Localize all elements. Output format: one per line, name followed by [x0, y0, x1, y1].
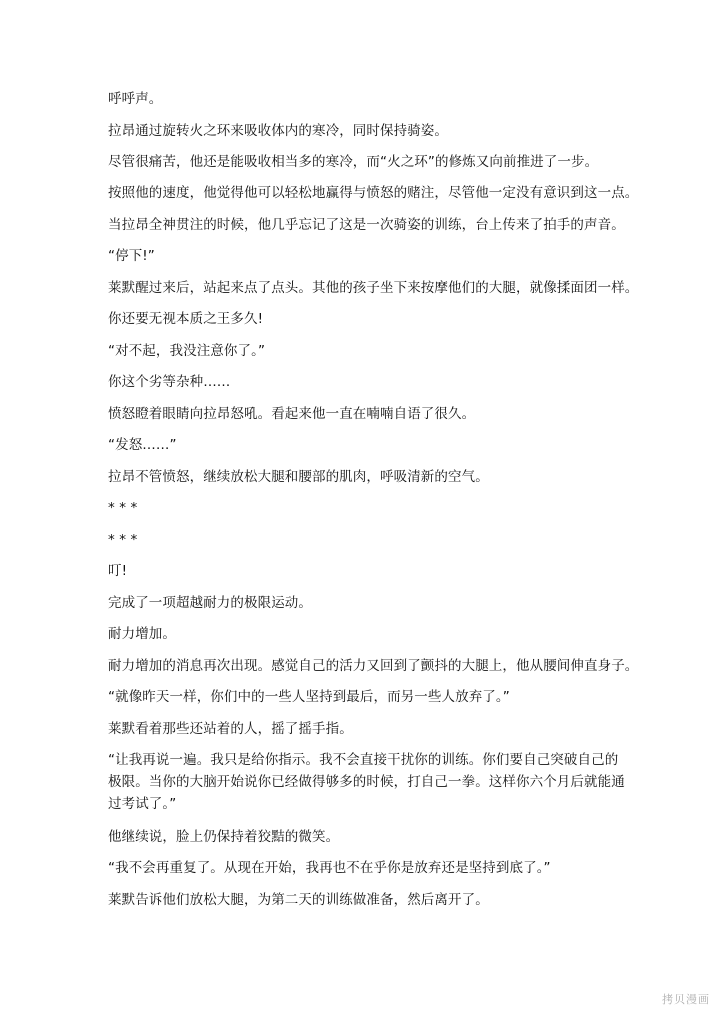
paragraph: “我不会再重复了。从现在开始，我再也不在乎你是放弃还是坚持到底了。”: [108, 860, 551, 876]
paragraph: 当拉昂全神贯注的时候，他几乎忘记了这是一次骑姿的训练，台上传来了拍手的声音。: [108, 217, 625, 233]
paragraph: 呼呼声。: [108, 91, 163, 107]
paragraph: “发怒……”: [108, 437, 177, 453]
paragraph: 他继续说，脸上仍保持着狡黠的微笑。: [108, 829, 340, 845]
paragraph: 拉昂通过旋转火之环来吸收体内的寒冷，同时保持骑姿。: [108, 123, 448, 139]
watermark: 拷贝漫画: [662, 993, 710, 1006]
paragraph: 尽管很痛苦，他还是能吸收相当多的寒冷，而“火之环”的修炼又向前推进了一步。: [108, 154, 599, 170]
paragraph: 愤怒瞪着眼睛向拉昂怒吼。看起来他一直在喃喃自语了很久。: [108, 406, 476, 422]
paragraph: 按照他的速度，他觉得他可以轻松地赢得与愤怒的赌注，尽管他一定没有意识到这一点。: [108, 185, 639, 201]
paragraph: 耐力增加。: [108, 626, 176, 642]
paragraph: “就像昨天一样，你们中的一些人坚持到最后，而另一些人放弃了。”: [108, 689, 510, 705]
paragraph: 你还要无视本质之王多久!: [108, 311, 264, 327]
paragraph: 拉昂不管愤怒，继续放松大腿和腰部的肌肉，呼吸清新的空气。: [108, 469, 489, 485]
paragraph: “让我再说一遍。我只是给你指示。我不会直接干扰你的训练。你们要自己突破自己的极限。当你的大脑开始说你已经做得够多的时候，打自己一拳。这样你六个月后就能通过考试了。”: [108, 752, 625, 812]
scene-break: * * *: [108, 532, 138, 548]
paragraph: 耐力增加的消息再次出现。感觉自己的活力又回到了颤抖的大腿上，他从腰间伸直身子。: [108, 658, 639, 674]
paragraph: 莱默醒过来后，站起来点了点头。其他的孩子坐下来按摩他们的大腿，就像揉面团一样。: [108, 280, 639, 296]
paragraph: 莱默告诉他们放松大腿，为第二天的训练做准备，然后离开了。: [108, 892, 489, 908]
paragraph: “停下!”: [108, 248, 155, 264]
paragraph: 莱默看着那些还站着的人，摇了摇手指。: [108, 721, 353, 737]
scene-break: * * *: [108, 500, 138, 516]
paragraph: 叮!: [108, 563, 128, 579]
paragraph: 完成了一项超越耐力的极限运动。: [108, 595, 312, 611]
paragraph: 你这个劣等杂种……: [108, 374, 231, 390]
paragraph: “对不起，我没注意你了。”: [108, 343, 266, 359]
